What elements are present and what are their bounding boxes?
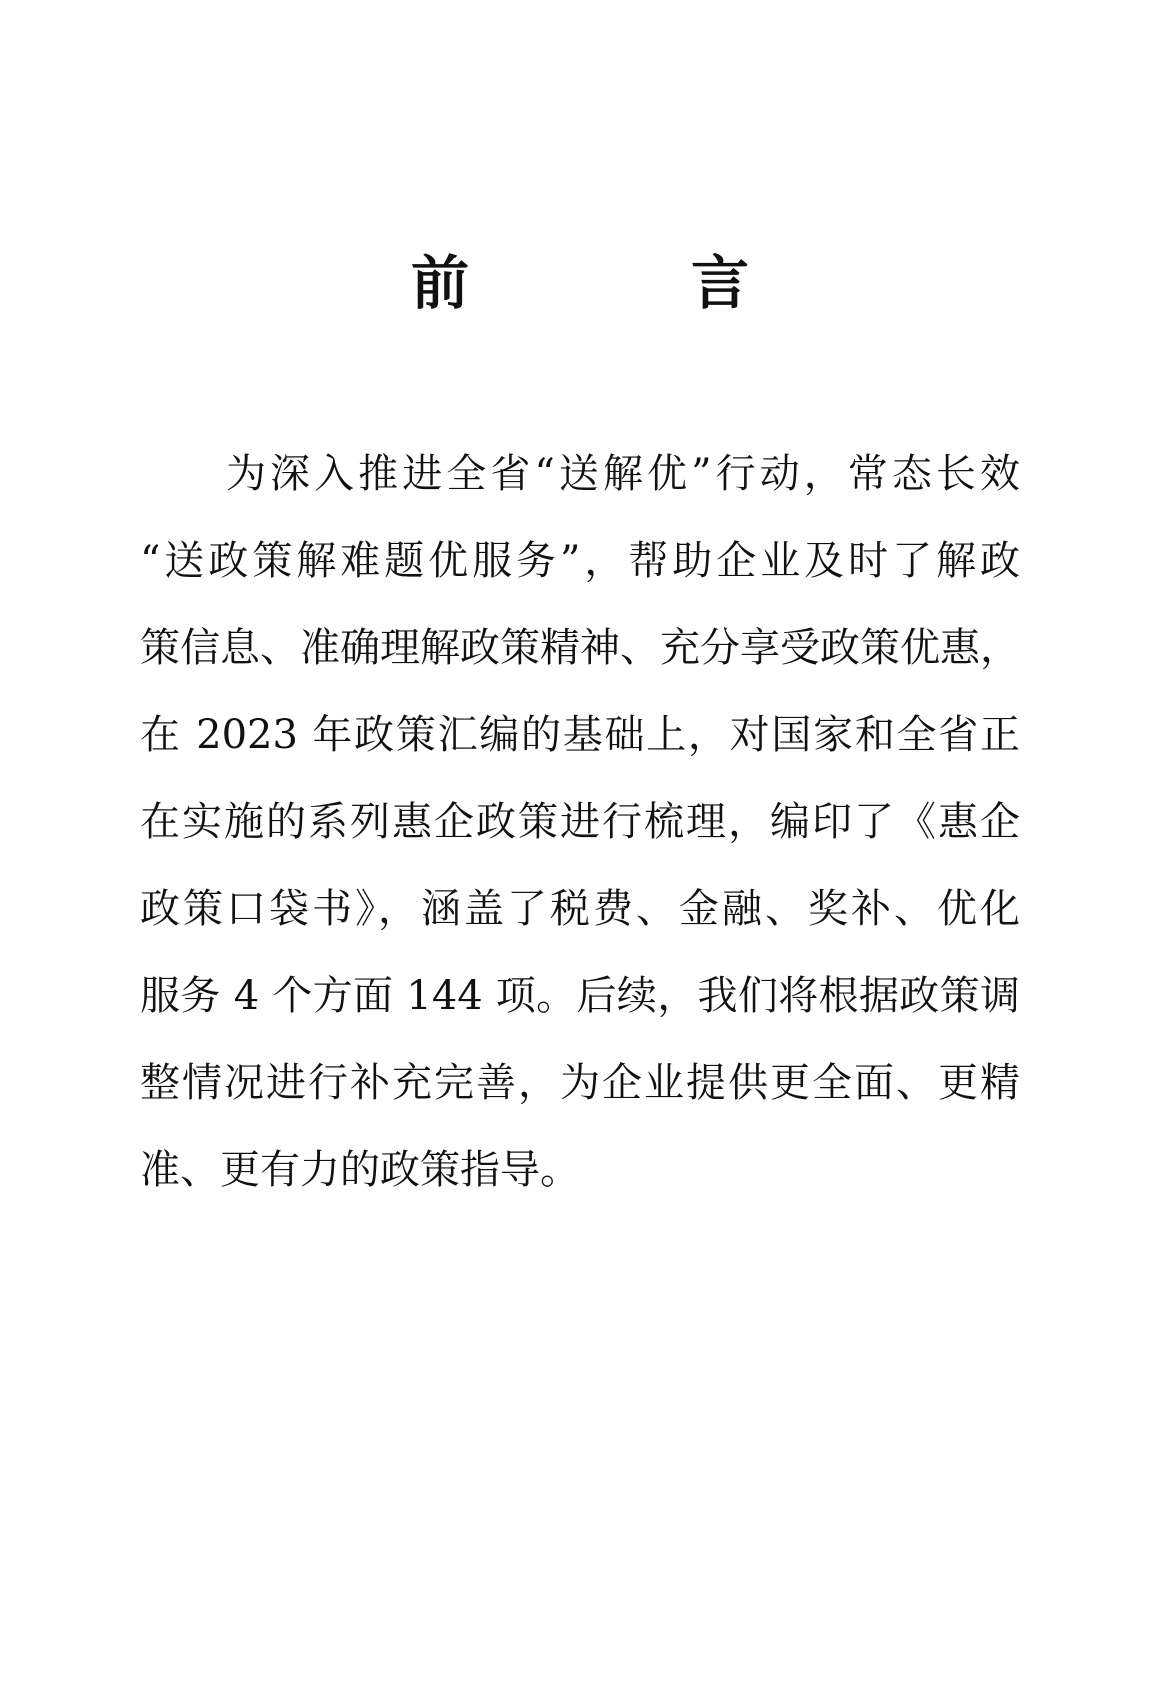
paragraph-line-9: 准、更有力的政策指导。 (140, 1147, 580, 1193)
preface-paragraph (140, 444, 1020, 1227)
paragraph-line-7: 服务 4 个方面 144 项。后续，我们将根据政策调 (140, 973, 1020, 1019)
paragraph-line-5: 在实施的系列惠企政策进行梳理，编印了《惠企 (140, 799, 1020, 845)
paragraph-line-2: “送政策解难题优服务”，帮助企业及时了解政 (140, 538, 1020, 584)
paragraph-line-1: 为深入推进全省“送解优”行动，常态长效 (226, 451, 1020, 497)
paragraph-line-8: 整情况进行补充完善，为企业提供更全面、更精 (140, 1060, 1020, 1106)
page-title: 前 言 (410, 249, 831, 317)
paragraph-line-3: 策信息、准确理解政策精神、充分享受政策优惠， (140, 625, 1020, 671)
paragraph-line-4: 在 2023 年政策汇编的基础上，对国家和全省正 (140, 712, 1020, 758)
paragraph-line-6: 政策口袋书》，涵盖了税费、金融、奖补、优化 (140, 886, 1020, 932)
